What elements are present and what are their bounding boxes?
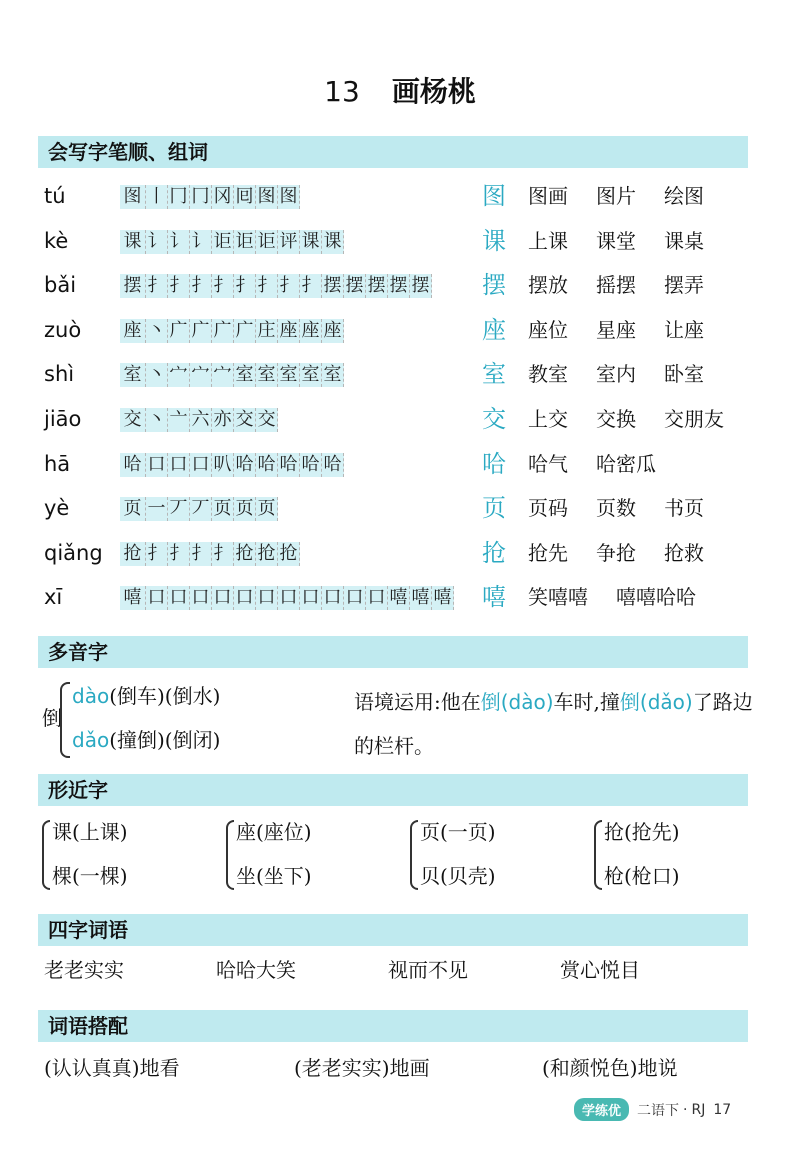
similar-char: 页(一页) — [420, 820, 496, 844]
char-pinyin: zuò — [44, 317, 82, 342]
word: 上课 — [528, 228, 568, 253]
stroke-step: 室 — [120, 363, 146, 387]
stroke-step: 交 — [256, 408, 278, 432]
stroke-step: 叭 — [212, 453, 234, 477]
section-similar-header: 形近字 — [38, 774, 748, 806]
word: 室内 — [596, 362, 636, 387]
word: 抢先 — [528, 540, 568, 565]
word: 摆弄 — [664, 273, 704, 298]
stroke-step: 丆 — [168, 497, 190, 521]
char-pinyin: yè — [44, 496, 70, 521]
stroke-step: 嘻 — [410, 586, 432, 610]
section-idioms-header: 四字词语 — [38, 914, 748, 946]
stroke-step: 摆 — [344, 274, 366, 298]
word: 课桌 — [664, 228, 704, 253]
stroke-step: 扌 — [234, 274, 256, 298]
char-words — [528, 265, 704, 305]
stroke-step: 冈 — [212, 185, 234, 209]
stroke-step: 评 — [278, 230, 300, 254]
polyphone-char: 倒 — [42, 706, 62, 730]
stroke-step: 页 — [120, 497, 146, 521]
brace-icon — [594, 820, 602, 890]
char-display: 页 — [482, 494, 506, 523]
similar-char: 坐(坐下) — [236, 864, 312, 888]
stroke-order-grid — [120, 319, 344, 343]
character-row — [44, 444, 764, 484]
stroke-step: 图 — [256, 185, 278, 209]
page-footer — [574, 1098, 731, 1121]
word: 争抢 — [596, 540, 636, 565]
stroke-order-grid — [120, 453, 344, 477]
polyphone-context: 语境运用:他在倒(dào)车时,撞倒(dǎo)了路边的栏杆。 — [354, 690, 753, 758]
stroke-step: 口 — [300, 586, 322, 610]
word: 交朋友 — [664, 407, 724, 431]
stroke-step: 扌 — [168, 542, 190, 566]
stroke-step: 摆 — [120, 274, 146, 298]
stroke-step: 座 — [278, 319, 300, 343]
char-pinyin: jiāo — [44, 407, 82, 431]
char-display: 座 — [482, 315, 506, 344]
word: 哈气 — [528, 451, 568, 476]
stroke-step: 宀 — [168, 363, 190, 387]
word: 图片 — [596, 184, 636, 208]
stroke-order-grid — [120, 586, 454, 610]
polyphone-reading-1: dào(倒车)(倒水) — [72, 684, 221, 708]
stroke-step: 丶 — [146, 408, 168, 432]
similar-pair — [42, 816, 212, 896]
idiom-list — [44, 954, 764, 983]
stroke-step: 摆 — [410, 274, 432, 298]
idiom: 视而不见 — [388, 958, 468, 982]
idiom: 赏心悦目 — [560, 958, 640, 982]
stroke-order-grid — [120, 185, 300, 209]
word: 笑嘻嘻 — [528, 585, 588, 610]
char-display: 摆 — [482, 271, 506, 300]
character-row — [44, 533, 764, 573]
stroke-step: 亦 — [212, 408, 234, 432]
char-words — [528, 444, 656, 484]
stroke-step: 座 — [322, 319, 344, 343]
similar-pair — [226, 816, 396, 896]
word: 教室 — [528, 362, 568, 387]
stroke-step: 丶 — [146, 319, 168, 343]
section-write-header: 会写字笔顺、组词 — [38, 136, 748, 168]
stroke-step: 扌 — [300, 274, 322, 298]
collocation: (认认真真)地看 — [44, 1056, 180, 1080]
stroke-step: 摆 — [366, 274, 388, 298]
stroke-step: 抢 — [278, 542, 300, 566]
char-pinyin: hā — [44, 451, 71, 476]
stroke-step: 口 — [168, 453, 190, 477]
separator-dot: · — [683, 1101, 688, 1118]
stroke-step: 哈 — [322, 453, 344, 477]
stroke-step: 抢 — [234, 542, 256, 566]
stroke-step: 嘻 — [120, 586, 146, 610]
word: 抢救 — [664, 540, 704, 565]
stroke-step: 页 — [256, 497, 278, 521]
stroke-step: 扌 — [212, 542, 234, 566]
stroke-step: 哈 — [278, 453, 300, 477]
stroke-step: 课 — [300, 230, 322, 254]
stroke-step: 讠 — [168, 230, 190, 254]
stroke-step: 口 — [190, 586, 212, 610]
section-collocation-header: 词语搭配 — [38, 1010, 748, 1042]
stroke-step: 室 — [234, 363, 256, 387]
stroke-step: 图 — [278, 185, 300, 209]
word: 摆放 — [528, 273, 568, 298]
section-polyphone-header: 多音字 — [38, 636, 748, 668]
stroke-step: 宀 — [212, 363, 234, 387]
stroke-step: 哈 — [300, 453, 322, 477]
char-display: 抢 — [482, 538, 506, 567]
word: 上交 — [528, 407, 568, 431]
stroke-step: 抢 — [120, 542, 146, 566]
stroke-step: 图 — [120, 185, 146, 209]
stroke-step: 口 — [256, 586, 278, 610]
char-words — [528, 488, 704, 528]
word: 哈密瓜 — [596, 451, 656, 476]
stroke-order-grid — [120, 274, 432, 298]
char-words — [528, 176, 704, 216]
stroke-step: 庄 — [256, 319, 278, 343]
stroke-step: 室 — [278, 363, 300, 387]
stroke-step: 室 — [322, 363, 344, 387]
stroke-step: 口 — [278, 586, 300, 610]
char-words — [528, 221, 704, 261]
char-pinyin: bǎi — [44, 273, 77, 298]
stroke-order-grid — [120, 408, 278, 432]
lesson-title: 画杨桃 — [391, 75, 476, 108]
idiom: 哈哈大笑 — [216, 958, 296, 982]
brace-icon — [60, 682, 70, 758]
edition-label: RJ — [691, 1101, 706, 1118]
similar-char: 棵(一棵) — [52, 864, 128, 888]
collocation: (老老实实)地画 — [294, 1056, 430, 1080]
idiom: 老老实实 — [44, 958, 124, 982]
character-row — [44, 488, 764, 528]
word: 让座 — [664, 317, 704, 342]
stroke-step: 扌 — [190, 274, 212, 298]
stroke-step: 扌 — [278, 274, 300, 298]
char-pinyin: tú — [44, 184, 66, 208]
stroke-step: 广 — [168, 319, 190, 343]
word: 图画 — [528, 184, 568, 208]
stroke-order-grid — [120, 497, 278, 521]
stroke-order-grid — [120, 363, 344, 387]
word: 座位 — [528, 317, 568, 342]
similar-pair — [594, 816, 764, 896]
character-row — [44, 354, 764, 394]
stroke-step: 哈 — [234, 453, 256, 477]
similar-pair — [410, 816, 580, 896]
stroke-step: 口 — [146, 586, 168, 610]
polyphone-reading-2: dǎo(撞倒)(倒闭) — [72, 728, 221, 752]
stroke-step: 摆 — [388, 274, 410, 298]
stroke-step: 讵 — [256, 230, 278, 254]
stroke-step: 交 — [234, 408, 256, 432]
stroke-step: 页 — [212, 497, 234, 521]
character-row — [44, 176, 764, 216]
stroke-order-grid — [120, 230, 344, 254]
polyphone-readings — [42, 680, 342, 760]
word: 嘻嘻哈哈 — [616, 585, 696, 610]
stroke-step: 囘 — [234, 185, 256, 209]
stroke-step: 讠 — [190, 230, 212, 254]
stroke-step: 广 — [234, 319, 256, 343]
lesson-number: 13 — [324, 75, 360, 108]
char-words — [528, 310, 704, 350]
brace-icon — [226, 820, 234, 890]
stroke-step: 亠 — [168, 408, 190, 432]
word: 星座 — [596, 317, 636, 342]
stroke-step: 广 — [190, 319, 212, 343]
word: 卧室 — [664, 362, 704, 387]
stroke-step: 口 — [190, 453, 212, 477]
stroke-step: 口 — [366, 586, 388, 610]
stroke-step: 冂 — [168, 185, 190, 209]
stroke-step: 口 — [234, 586, 256, 610]
stroke-step: 扌 — [190, 542, 212, 566]
char-pinyin: qiǎng — [44, 540, 103, 565]
stroke-step: 室 — [300, 363, 322, 387]
word: 交换 — [596, 407, 636, 431]
similar-char: 座(座位) — [236, 820, 312, 844]
stroke-step: 宀 — [190, 363, 212, 387]
stroke-step: 扌 — [212, 274, 234, 298]
stroke-step: 丨 — [146, 185, 168, 209]
stroke-step: 一 — [146, 497, 168, 521]
stroke-step: 课 — [322, 230, 344, 254]
char-words — [528, 577, 696, 617]
stroke-step: 讵 — [234, 230, 256, 254]
stroke-step: 口 — [212, 586, 234, 610]
word: 摇摆 — [596, 273, 636, 298]
similar-char: 抢(抢先) — [604, 820, 680, 844]
char-display: 图 — [482, 182, 506, 210]
word: 书页 — [664, 496, 704, 521]
stroke-step: 丶 — [146, 363, 168, 387]
page-number: 17 — [713, 1101, 732, 1118]
char-display: 交 — [482, 405, 506, 433]
char-display: 课 — [482, 226, 506, 255]
char-display: 哈 — [482, 449, 506, 478]
stroke-step: 讠 — [146, 230, 168, 254]
collocation: (和颜悦色)地说 — [542, 1056, 678, 1080]
stroke-step: 摆 — [322, 274, 344, 298]
word: 课堂 — [596, 228, 636, 253]
stroke-step: 口 — [168, 586, 190, 610]
char-display: 室 — [482, 360, 506, 389]
char-words — [528, 399, 724, 439]
stroke-step: 扌 — [256, 274, 278, 298]
character-row — [44, 310, 764, 350]
char-display: 嘻 — [482, 583, 506, 612]
character-row — [44, 221, 764, 261]
brace-icon — [410, 820, 418, 890]
subject-label: 二语下 — [637, 1102, 680, 1119]
stroke-step: 页 — [234, 497, 256, 521]
stroke-step: 课 — [120, 230, 146, 254]
char-words — [528, 354, 704, 394]
stroke-step: 室 — [256, 363, 278, 387]
stroke-step: 口 — [344, 586, 366, 610]
character-row — [44, 399, 764, 439]
similar-char: 枪(枪口) — [604, 864, 680, 888]
stroke-step: 口 — [146, 453, 168, 477]
brand-badge: 学练优 — [574, 1098, 629, 1121]
char-words — [528, 533, 704, 573]
character-row — [44, 265, 764, 305]
stroke-step: 口 — [322, 586, 344, 610]
stroke-step: 嘻 — [432, 586, 454, 610]
char-pinyin: shì — [44, 362, 75, 387]
char-pinyin: xī — [44, 585, 63, 610]
brace-icon — [42, 820, 50, 890]
stroke-step: 扌 — [146, 274, 168, 298]
stroke-step: 丆 — [190, 497, 212, 521]
word: 绘图 — [664, 184, 704, 208]
stroke-order-grid — [120, 542, 300, 566]
stroke-step: 抢 — [256, 542, 278, 566]
similar-char: 课(上课) — [52, 820, 128, 844]
page-title — [0, 70, 800, 110]
stroke-step: 广 — [212, 319, 234, 343]
similar-char: 贝(贝壳) — [420, 864, 496, 888]
stroke-step: 哈 — [120, 453, 146, 477]
word: 页数 — [596, 496, 636, 521]
stroke-step: 座 — [120, 319, 146, 343]
stroke-step: 冂 — [190, 185, 212, 209]
stroke-step: 扌 — [146, 542, 168, 566]
stroke-step: 嘻 — [388, 586, 410, 610]
character-row — [44, 577, 764, 617]
word: 页码 — [528, 496, 568, 521]
stroke-step: 座 — [300, 319, 322, 343]
stroke-step: 扌 — [168, 274, 190, 298]
char-pinyin: kè — [44, 228, 69, 253]
stroke-step: 六 — [190, 408, 212, 432]
stroke-step: 讵 — [212, 230, 234, 254]
stroke-step: 交 — [120, 408, 146, 432]
collocation-list — [44, 1052, 764, 1081]
stroke-step: 哈 — [256, 453, 278, 477]
